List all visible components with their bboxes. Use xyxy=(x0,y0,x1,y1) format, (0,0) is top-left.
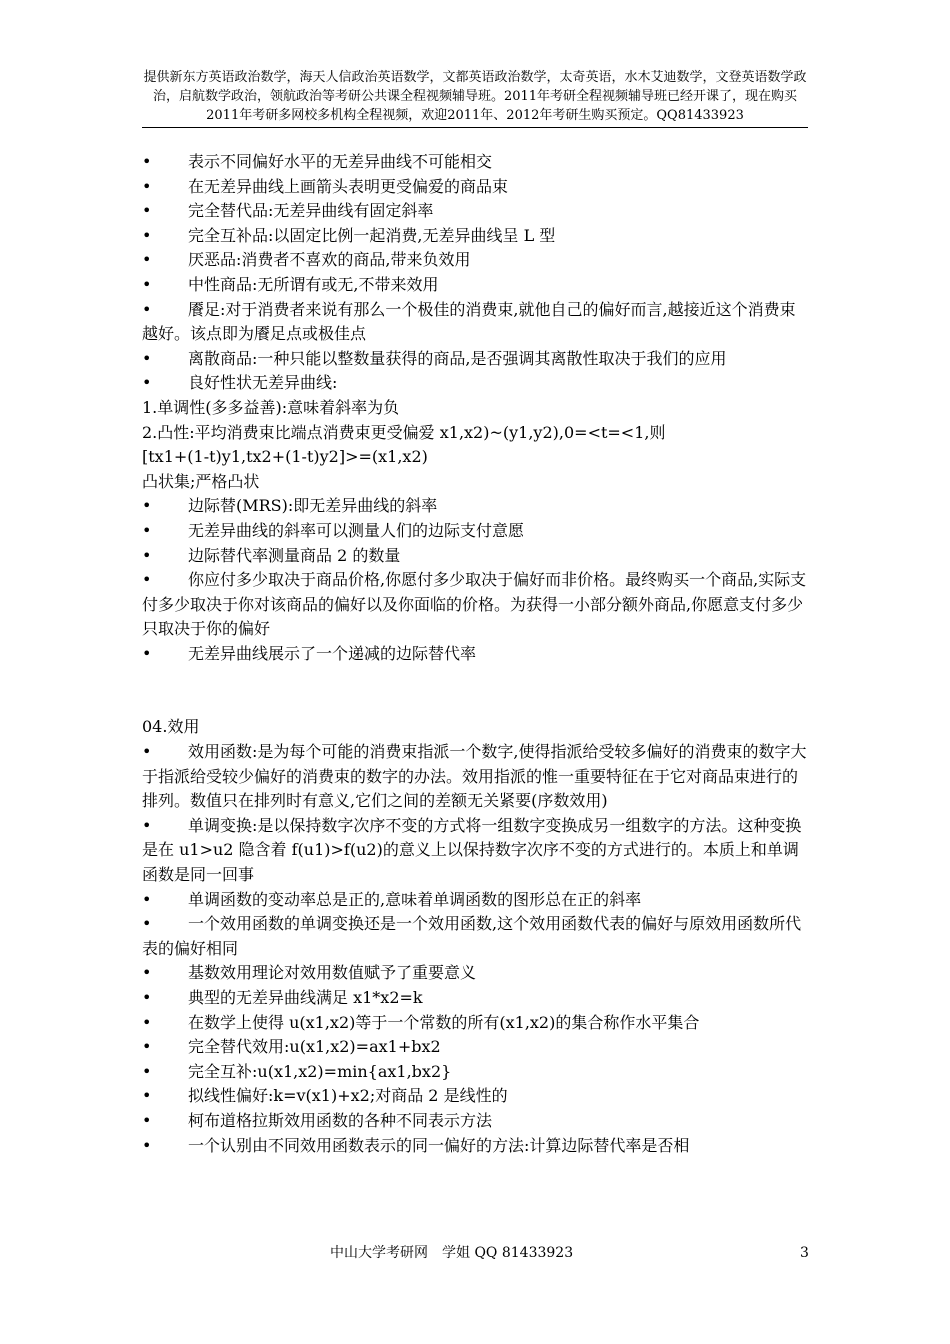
bullet-icon: • xyxy=(142,201,152,221)
bullet-icon: • xyxy=(142,1110,152,1130)
footer-text: 中山大学考研网 学姐 QQ 81433923 xyxy=(330,1245,574,1261)
list-item: • 柯布道格拉斯效用函数的各种不同表示方法 xyxy=(142,1109,808,1134)
header-divider xyxy=(142,127,808,128)
bullet-icon: • xyxy=(142,1037,152,1057)
bullet-icon: • xyxy=(142,152,152,171)
list-item: • 餍足:对于消费者来说有那么一个极佳的消费束,就他自己的偏好而言,越接近这个消费束越好。该点即为餍足点或极佳点 xyxy=(142,299,796,344)
bullet-icon: • xyxy=(142,520,152,540)
list-item: • 离散商品:一种只能以整数量获得的商品,是否强调其离散性取决于我们的应用 xyxy=(142,347,808,372)
list-item: • 拟线性偏好:k=v(x1)+x2;对商品 2 是线性的 xyxy=(142,1084,808,1109)
list-item: • 一个认别由不同效用函数表示的同一偏好的方法:计算边际替代率是否相 xyxy=(142,1134,808,1159)
list-item: • 完全替代效用:u(x1,x2)=ax1+bx2 xyxy=(142,1035,808,1060)
section-heading: 04.效用 xyxy=(142,717,200,737)
list-item: • 无差异曲线的斜率可以测量人们的边际支付意愿 xyxy=(142,519,808,544)
list-item: • 你应付多少取决于商品价格,你愿付多少取决于偏好而非价格。最终购买一个商品,实际支付多少取决于你对该商品的偏好以及你面临的价格。为获得一小部分额外商品,你愿意支付多少只取决于你的偏好 xyxy=(142,570,807,639)
list-item: • 基数效用理论对效用数值赋予了重要意义 xyxy=(142,961,808,986)
bullet-icon: • xyxy=(142,914,152,934)
paragraph: 1.单调性(多多益善):意味着斜率为负 xyxy=(142,397,400,417)
bullet-icon: • xyxy=(142,963,152,983)
paragraph: 凸状集;严格凸状 xyxy=(142,471,260,491)
bullet-icon: • xyxy=(142,1135,152,1155)
bullet-icon: • xyxy=(142,570,152,590)
paragraph: 2.凸性:平均消费束比端点消费束更受偏爱 x1,x2)~(y1,y2),0=<t=<1,则 xyxy=(142,422,666,442)
list-item: • 在数学上使得 u(x1,x2)等于一个常数的所有(x1,x2)的集合称作水平集合 xyxy=(142,1011,808,1036)
bullet-icon: • xyxy=(142,815,152,835)
list-item: • 单调函数的变动率总是正的,意味着单调函数的图形总在正的斜率 xyxy=(142,888,808,913)
bullet-icon: • xyxy=(142,496,152,516)
list-item: • 完全互补:u(x1,x2)=min{ax1,bx2} xyxy=(142,1060,808,1085)
bullet-icon: • xyxy=(142,742,152,762)
list-item: • 一个效用函数的单调变换还是一个效用函数,这个效用函数代表的偏好与原效用函数所代表的偏好相同 xyxy=(142,914,802,958)
list-item: • 典型的无差异曲线满足 x1*x2=k xyxy=(142,986,808,1011)
bullet-icon: • xyxy=(142,643,152,663)
bullet-icon: • xyxy=(142,348,152,368)
bullet-icon: • xyxy=(142,545,152,565)
section-spacer xyxy=(142,666,808,715)
list-item: • 边际替(MRS):即无差异曲线的斜率 xyxy=(142,494,808,519)
bullet-icon: • xyxy=(142,988,152,1007)
list-item: • 良好性状无差异曲线: xyxy=(142,371,808,396)
list-item: • 厌恶品:消费者不喜欢的商品,带来负效用 xyxy=(142,248,808,273)
bullet-icon: • xyxy=(142,274,152,294)
bullet-icon: • xyxy=(142,250,152,270)
list-item: • 单调变换:是以保持数字次序不变的方式将一组数字变换成另一组数字的方法。这种变换是在 u1>u2 隐含着 f(u1)>f(u2)的意义上以保持数字次序不变的方式进行的。本质上和单调函数是同一回事 xyxy=(142,815,802,885)
list-item: • 中性商品:无所谓有或无,不带来效用 xyxy=(142,273,808,298)
bullet-icon: • xyxy=(142,225,152,245)
bullet-icon: • xyxy=(142,299,152,319)
paragraph: [tx1+(1-t)y1,tx2+(1-t)y2]>=(x1,x2) xyxy=(142,447,428,467)
page-header: 提供新东方英语政治数学，海天人信政治英语数学，文都英语政治数学，太奇英语，水木艾迪数学，文登英语数学政治，启航数学政治，领航政治等考研公共课全程视频辅导班。2011年考研全程视频辅导班已经开课了，现在购买2011年考研多网校多机构全程视频，欢迎2011年、2012年考研生购买预定。QQ81433923 xyxy=(143,70,807,123)
list-item: • 完全替代品:无差异曲线有固定斜率 xyxy=(142,199,808,224)
page-number: 3 xyxy=(800,1245,809,1261)
list-item: • 边际替代率测量商品 2 的数量 xyxy=(142,544,808,569)
list-item: • 表示不同偏好水平的无差异曲线不可能相交 xyxy=(142,150,808,175)
bullet-icon: • xyxy=(142,373,152,393)
list-item: • 无差异曲线展示了一个递减的边际替代率 xyxy=(142,642,808,667)
list-item: • 在无差异曲线上画箭头表明更受偏爱的商品束 xyxy=(142,175,808,200)
bullet-icon: • xyxy=(142,889,152,909)
bullet-icon: • xyxy=(142,1061,152,1081)
bullet-icon: • xyxy=(142,176,152,196)
list-item: • 效用函数:是为每个可能的消费束指派一个数字,使得指派给受较多偏好的消费束的数字大于指派给受较少偏好的消费束的数字的办法。效用指派的惟一重要特征在于它对商品束进行的排列。数值只在排列时有意义,它们之间的差额无关紧要(序数效用) xyxy=(142,742,807,811)
bullet-icon: • xyxy=(142,1086,152,1106)
bullet-icon: • xyxy=(142,1012,152,1032)
list-item: • 完全互补品:以固定比例一起消费,无差异曲线呈 L 型 xyxy=(142,224,808,249)
document-body xyxy=(142,150,808,1158)
